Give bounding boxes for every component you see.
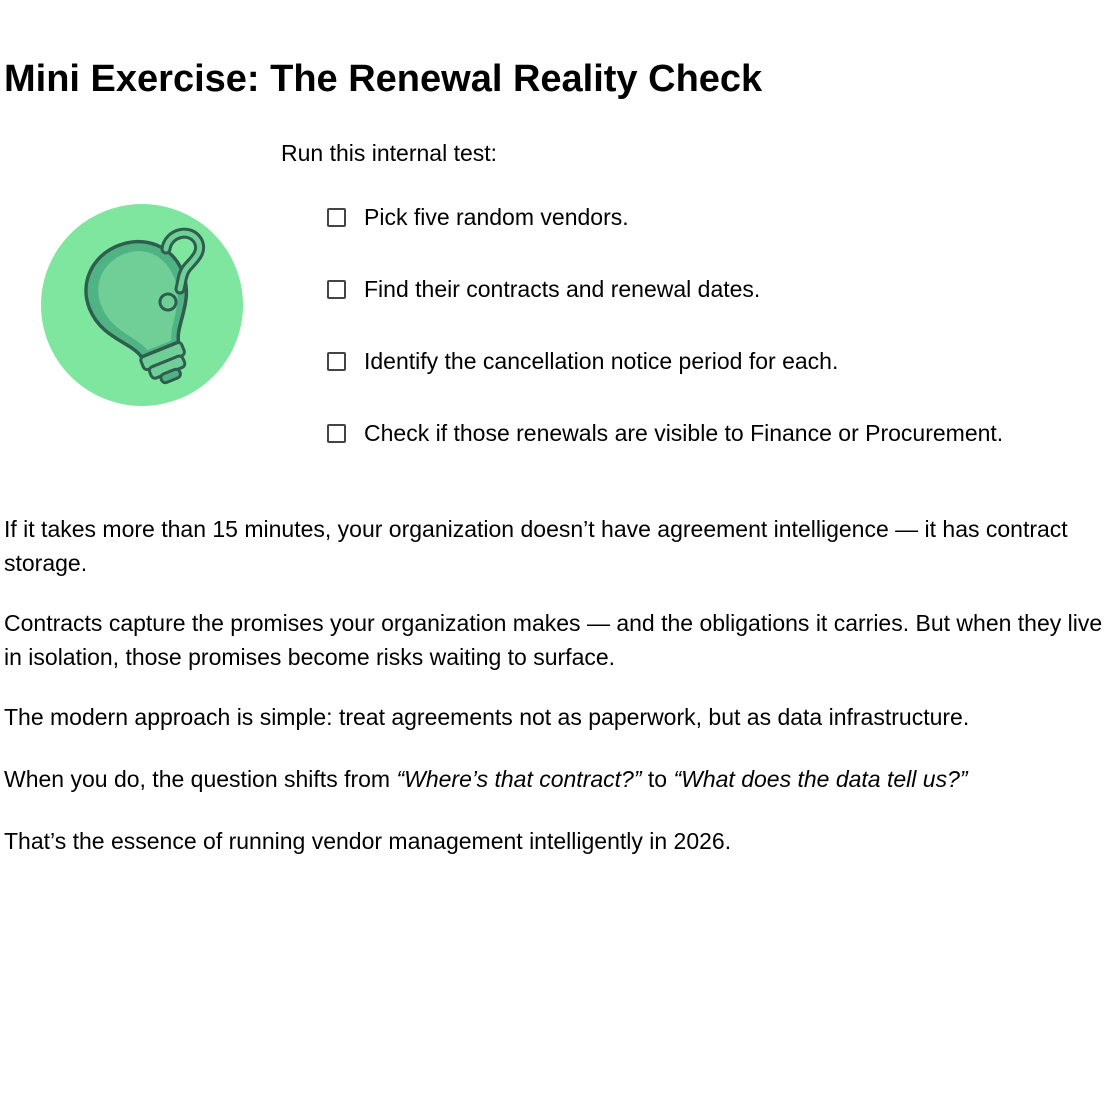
lightbulb-question-icon <box>40 203 244 407</box>
checkbox[interactable] <box>327 424 346 443</box>
checklist-item-label: Check if those renewals are visible to Finance or Procurement. <box>364 420 1004 446</box>
question-shift-connector: to <box>641 766 674 792</box>
checklist-item <box>327 199 1003 235</box>
checklist <box>327 199 1003 487</box>
checklist-item-label: Pick five random vendors. <box>364 204 629 230</box>
paragraph-modern-approach: The modern approach is simple: treat agreements not as paperwork, but as data infrastructure. <box>4 704 970 730</box>
quote-where-contract: “Where’s that contract?” <box>396 766 642 792</box>
checklist-item-label: Identify the cancellation notice period for each. <box>364 348 839 374</box>
checklist-item-label: Find their contracts and renewal dates. <box>364 276 761 302</box>
checklist-item <box>327 415 1003 451</box>
checkbox[interactable] <box>327 280 346 299</box>
intro-text: Run this internal test: <box>281 140 498 166</box>
page-title: Mini Exercise: The Renewal Reality Check <box>4 58 763 100</box>
paragraph-essence: That’s the essence of running vendor management intelligently in 2026. <box>4 828 732 854</box>
checklist-item <box>327 343 1003 379</box>
paragraph-contracts-promises: Contracts capture the promises your organization makes — and the obligations it carries. But when they live in isolation, those promises become risks waiting to surface. <box>4 610 1103 670</box>
paragraph-question-shift <box>4 762 1104 796</box>
body-text <box>4 512 1104 884</box>
quote-what-data: “What does the data tell us?” <box>673 766 968 792</box>
checkbox[interactable] <box>327 352 346 371</box>
question-shift-lead: When you do, the question shifts from <box>4 766 397 792</box>
checkbox[interactable] <box>327 208 346 227</box>
checklist-item <box>327 271 1003 307</box>
paragraph-time-test: If it takes more than 15 minutes, your organization doesn’t have agreement intelligence — it has contract storage. <box>4 516 1068 576</box>
